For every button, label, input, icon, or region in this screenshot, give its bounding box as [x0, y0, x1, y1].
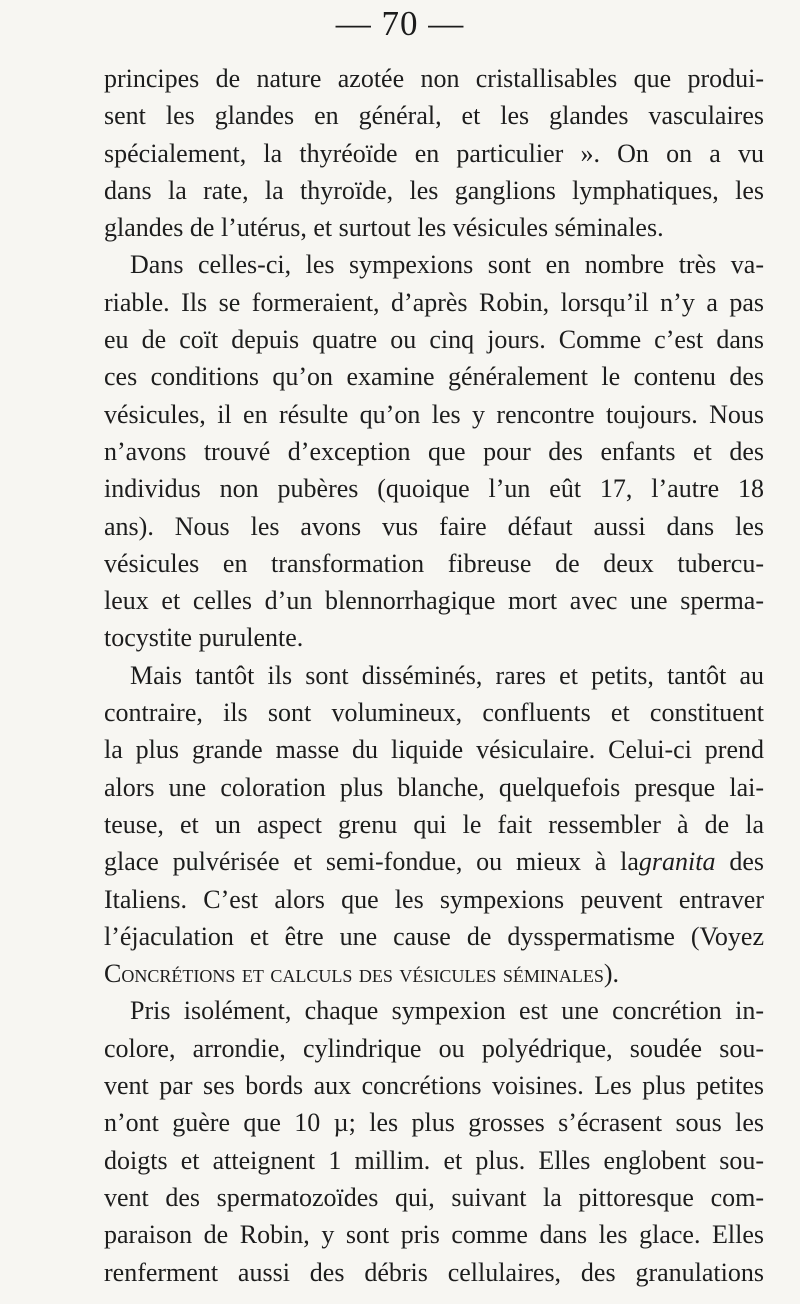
text-line: n’avons trouvé d’exception que pour des enfants et des	[104, 436, 764, 466]
text-line: leux et celles d’un blennorrhagique mort avec une sperma-	[104, 586, 764, 616]
text-line: paraison de Robin, y sont pris comme dans les glace. Elles	[104, 1220, 764, 1250]
text-line: individus non pubères (quoique l’un eût 17, l’autre 18	[104, 474, 764, 504]
text-line: vésicules en transformation fibreuse de deux tubercu-	[104, 548, 764, 578]
text-line: doigts et atteignent 1 millim. et plus. Elles englobent sou-	[104, 1145, 764, 1175]
text-line: principes de nature azotée non cristallisables que produi-	[104, 64, 764, 93]
text-fragment: des	[715, 847, 764, 877]
text-line: Italiens. C’est alors que les sympexions peuvent entraver	[104, 884, 764, 914]
page-number-header: — 70 —	[335, 4, 465, 43]
text-line: vent par ses bords aux concrétions voisines. Les plus petites	[104, 1071, 764, 1101]
text-line: alors une coloration plus blanche, quelquefois presque lai-	[104, 772, 764, 802]
text-line: sent les glandes en général, et les glandes vasculaires	[104, 101, 764, 131]
text-line: contraire, ils sont volumineux, confluents et constituent	[104, 698, 764, 728]
text-line: l’éjaculation et être une cause de dysspermatisme (Voyez	[104, 921, 764, 951]
paragraph-start-line: Dans celles-ci, les sympexions sont en nombre très va-	[130, 250, 764, 280]
cross-reference-line: Concrétions et calculs des vésicules séminales).	[104, 959, 620, 989]
text-line: vent des spermatozoïdes qui, suivant la pittoresque com-	[104, 1182, 764, 1212]
text-line: renferment aussi des débris cellulaires, des granulations	[104, 1257, 764, 1287]
text-line: ces conditions qu’on examine généralement le contenu des	[104, 362, 764, 392]
text-line: colore, arrondie, cylindrique ou polyédrique, soudée sou-	[104, 1033, 764, 1063]
body-text	[104, 60, 764, 1291]
text-line: eu de coït depuis quatre ou cinq jours. Comme c’est dans	[104, 325, 764, 355]
text-line: spécialement, la thyréoïde en particulier ». On on a vu	[104, 138, 764, 168]
italic-term-granita: granita	[638, 847, 716, 877]
text-line: la plus grande masse du liquide vésiculaire. Celui-ci prend	[104, 735, 764, 765]
text-line: n’ont guère que 10 µ; les plus grosses s’écrasent sous les	[104, 1108, 764, 1138]
text-line: vésicules, il en résulte qu’on les y rencontre toujours. Nous	[104, 399, 764, 429]
text-line: dans la rate, la thyroïde, les ganglions lymphatiques, les	[104, 175, 764, 205]
text-line: glandes de l’utérus, et surtout les vésicules séminales.	[104, 213, 664, 243]
paragraph-start-line: Mais tantôt ils sont disséminés, rares et petits, tantôt au	[130, 660, 764, 690]
text-line: riable. Ils se formeraient, d’après Robin, lorsqu’il n’y a pas	[104, 287, 764, 317]
text-line: teuse, et un aspect grenu qui le fait ressembler à de la	[104, 809, 764, 839]
paragraph-start-line: Pris isolément, chaque sympexion est une concrétion in-	[130, 996, 764, 1026]
text-line: ans). Nous les avons vus faire défaut aussi dans les	[104, 511, 764, 541]
text-line-with-italic	[104, 843, 764, 880]
text-line: tocystite purulente.	[104, 623, 304, 653]
text-fragment: glace pulvérisée et semi-fondue, ou mieux à la	[104, 847, 639, 877]
